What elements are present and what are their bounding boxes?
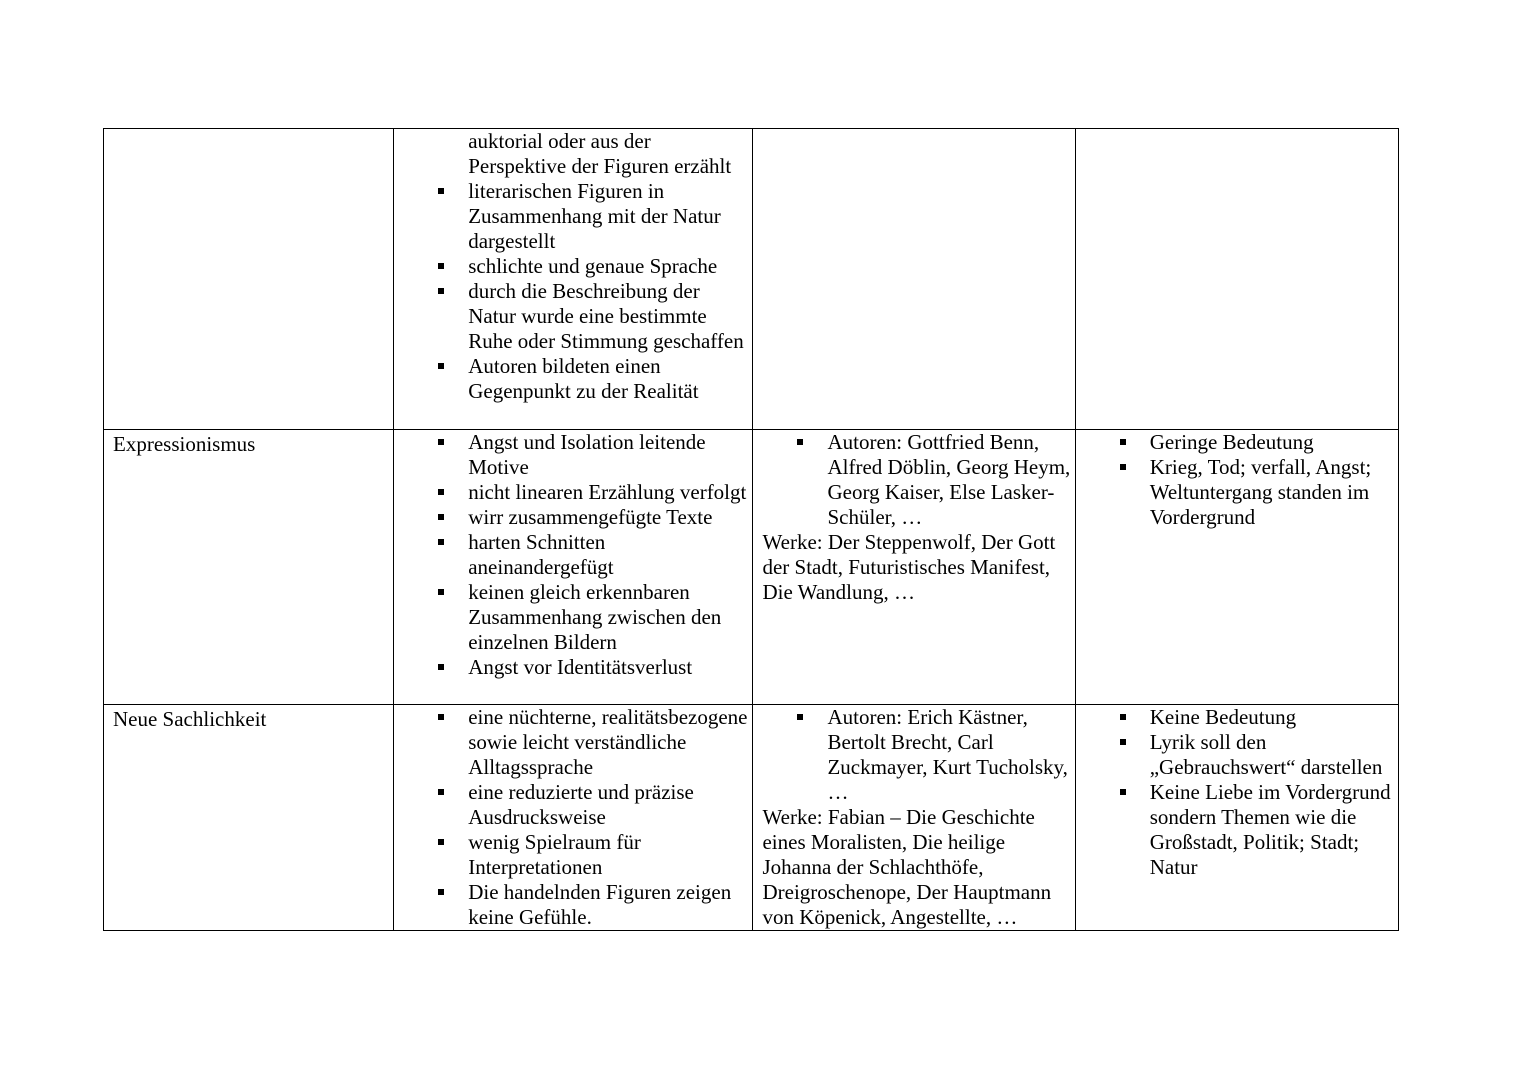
square-bullet-icon [438, 288, 444, 294]
list-item: keinen gleich erkennbaren Zusammenhang zwischen den einzelnen Bildern [394, 580, 752, 655]
list-item: schlichte und genaue Sprache [394, 254, 752, 279]
square-bullet-icon [438, 263, 444, 269]
list-item: Keine Bedeutung [1076, 705, 1398, 730]
epoch-cell [104, 705, 394, 931]
square-bullet-icon [438, 363, 444, 369]
square-bullet-icon [438, 789, 444, 795]
authors-works-cell [753, 430, 1075, 705]
works-text: Werke: Der Steppenwolf, Der Gott der Stadt, Futuristisches Manifest, Die Wandlung, … [762, 530, 1056, 604]
lyric-list [1076, 430, 1398, 530]
authors-works-cell [753, 129, 1075, 430]
epoch-cell [104, 129, 394, 430]
square-bullet-icon [438, 664, 444, 670]
list-item: Die handelnden Figuren zeigen keine Gefühle. [394, 880, 752, 930]
works-text: Werke: Fabian – Die Geschichte eines Moralisten, Die heilige Johanna der Schlachthöfe, Dreigroschenope, Der Hauptmann von Köpenick, Angestellte, … [762, 805, 1052, 929]
list-item: harten Schnitten aneinandergefügt [394, 530, 752, 580]
lyric-cell [1075, 430, 1398, 705]
square-bullet-icon [1120, 739, 1126, 745]
square-bullet-icon [1120, 439, 1126, 445]
table-row [104, 430, 1399, 705]
features-list [394, 129, 752, 404]
list-item: auktorial oder aus der Perspektive der Figuren erzählt [468, 129, 732, 178]
square-bullet-icon [797, 439, 803, 445]
list-item: Autoren bildeten einen Gegenpunkt zu der Realität [394, 354, 752, 404]
square-bullet-icon [438, 589, 444, 595]
features-cell [394, 705, 753, 931]
epoch-name [104, 129, 393, 131]
square-bullet-icon [438, 889, 444, 895]
list-item: Lyrik soll den „Gebrauchswert“ darstellen [1076, 730, 1398, 780]
square-bullet-icon [438, 839, 444, 845]
features-list [394, 430, 752, 680]
square-bullet-icon [797, 714, 803, 720]
epoch-name: Neue Sachlichkeit [113, 707, 267, 731]
lyric-cell [1075, 129, 1398, 430]
list-item: Autoren: Gottfried Benn, Alfred Döblin, Georg Heym, Georg Kaiser, Else Lasker-Schüler, … [753, 430, 1074, 530]
list-item: wirr zusammengefügte Texte [394, 505, 752, 530]
epoch-name: Expressionismus [113, 432, 256, 456]
square-bullet-icon [1120, 789, 1126, 795]
table-row [104, 705, 1399, 931]
lyric-cell [1075, 705, 1398, 931]
features-cell [394, 430, 753, 705]
list-item: nicht linearen Erzählung verfolgt [394, 480, 752, 505]
square-bullet-icon [438, 489, 444, 495]
features-cell [394, 129, 753, 430]
square-bullet-icon [438, 539, 444, 545]
list-item: eine nüchterne, realitätsbezogene sowie leicht verständliche Alltagssprache [394, 705, 752, 780]
square-bullet-icon [438, 188, 444, 194]
literature-epochs-table [103, 128, 1399, 931]
authors-list [753, 705, 1074, 805]
square-bullet-icon [438, 439, 444, 445]
square-bullet-icon [438, 714, 444, 720]
authors-works-cell [753, 705, 1075, 931]
square-bullet-icon [438, 514, 444, 520]
authors-list [753, 430, 1074, 530]
table-row [104, 129, 1399, 430]
list-item: Keine Liebe im Vordergrund sondern Themen wie die Großstadt, Politik; Stadt; Natur [1076, 780, 1398, 880]
list-item: Geringe Bedeutung [1076, 430, 1398, 455]
list-item: eine reduzierte und präzise Ausdrucksweise [394, 780, 752, 830]
square-bullet-icon [1120, 464, 1126, 470]
list-item: literarischen Figuren in Zusammenhang mit der Natur dargestellt [394, 179, 752, 254]
list-item: durch die Beschreibung der Natur wurde eine bestimmte Ruhe oder Stimmung geschaffen [394, 279, 752, 354]
square-bullet-icon [1120, 714, 1126, 720]
features-list [394, 705, 752, 930]
lyric-list [1076, 705, 1398, 880]
list-item: Autoren: Erich Kästner, Bertolt Brecht, Carl Zuckmayer, Kurt Tucholsky, … [753, 705, 1074, 805]
list-item: Angst und Isolation leitende Motive [394, 430, 752, 480]
epoch-cell [104, 430, 394, 705]
list-item: Krieg, Tod; verfall, Angst; Weltuntergang standen im Vordergrund [1076, 455, 1398, 530]
list-item: Angst vor Identitätsverlust [394, 655, 752, 680]
list-item: wenig Spielraum für Interpretationen [394, 830, 752, 880]
